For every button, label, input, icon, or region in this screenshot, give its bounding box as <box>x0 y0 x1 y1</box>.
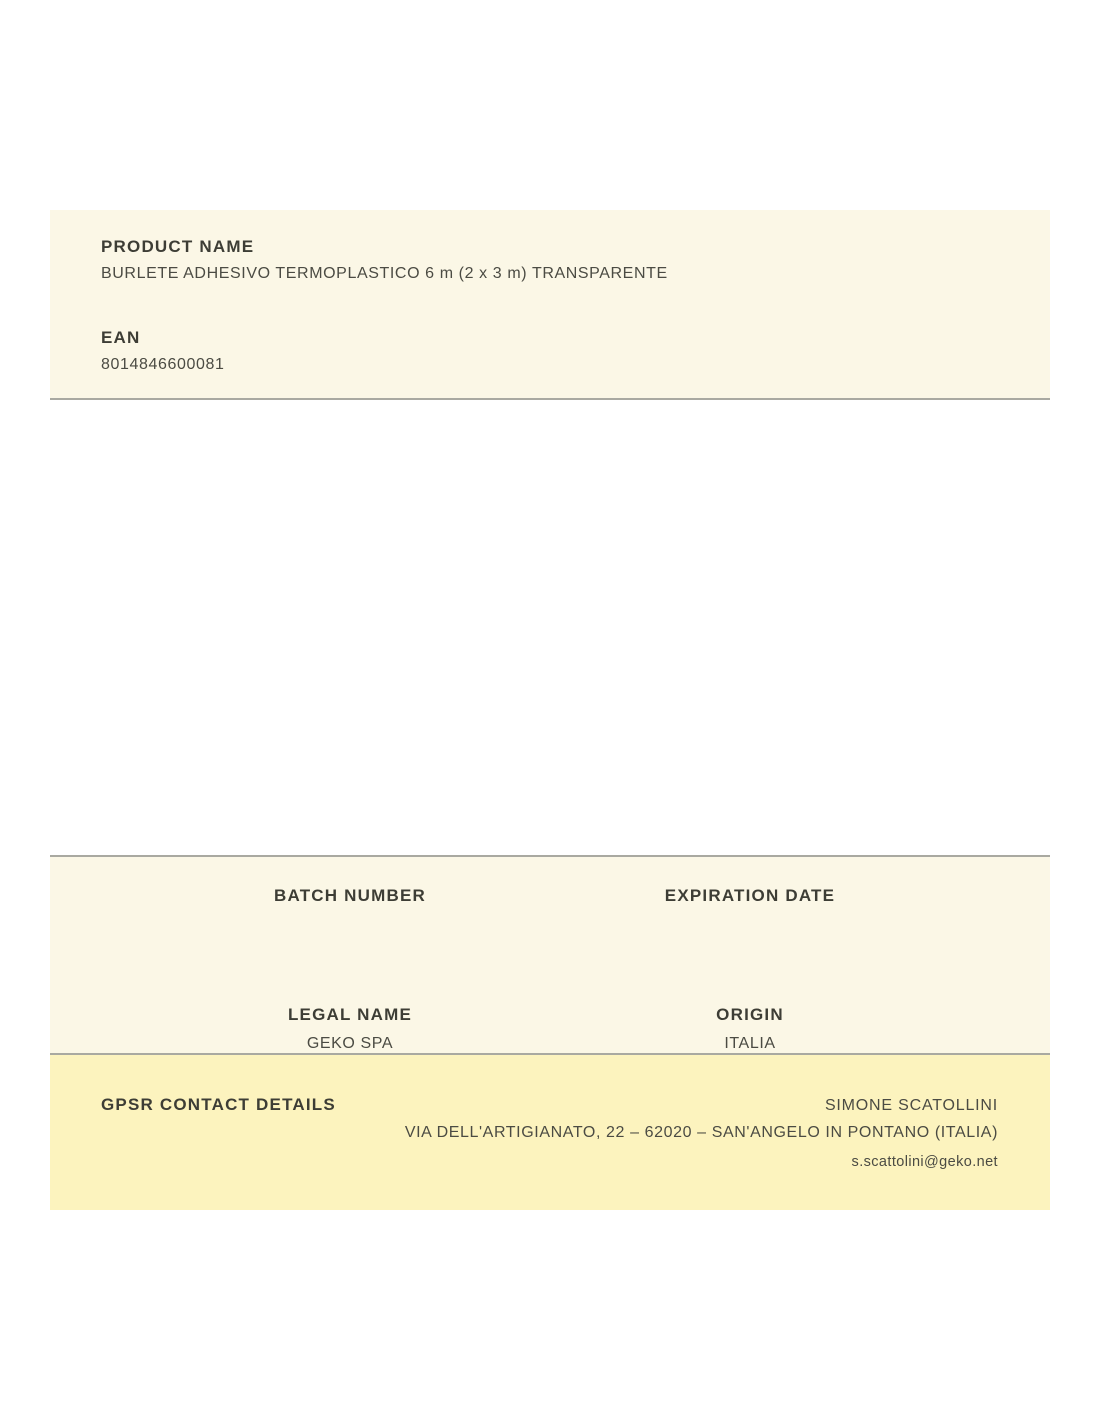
expiration-date-label: EXPIRATION DATE <box>664 886 836 905</box>
gpsr-contact-name: SIMONE SCATOLLINI <box>824 1097 998 1114</box>
origin-label: ORIGIN <box>716 1005 784 1024</box>
gpsr-contact-section <box>50 1055 1050 1210</box>
details-grid <box>150 857 950 1052</box>
ean-value: 8014846600081 <box>101 356 225 373</box>
gpsr-contact-details-label: GPSR CONTACT DETAILS <box>101 1095 336 1114</box>
gpsr-contact-address: VIA DELL'ARTIGIANATO, 22 – 62020 – SAN'ANGELO IN PONTANO (ITALIA) <box>404 1124 998 1141</box>
legal-name-label: LEGAL NAME <box>287 1005 413 1024</box>
product-name-value: BURLETE ADHESIVO TERMOPLASTICO 6 m (2 x 3 m) TRANSPARENTE <box>101 265 668 282</box>
product-name-field <box>101 238 999 282</box>
batch-number-label: BATCH NUMBER <box>274 886 426 905</box>
product-name-label: PRODUCT NAME <box>101 237 255 256</box>
legal-name-value: GEKO SPA <box>306 1035 394 1052</box>
gpsr-contact-row <box>101 1096 998 1114</box>
ean-field <box>101 329 999 373</box>
expiration-date-value <box>550 916 950 933</box>
batch-number-value <box>150 916 550 933</box>
batch-details-section <box>50 855 1050 1055</box>
ean-label: EAN <box>101 328 141 347</box>
gpsr-contact-email: s.scattolini@geko.net <box>851 1154 998 1170</box>
product-info-section <box>50 210 1050 400</box>
origin-value: ITALIA <box>724 1035 776 1052</box>
